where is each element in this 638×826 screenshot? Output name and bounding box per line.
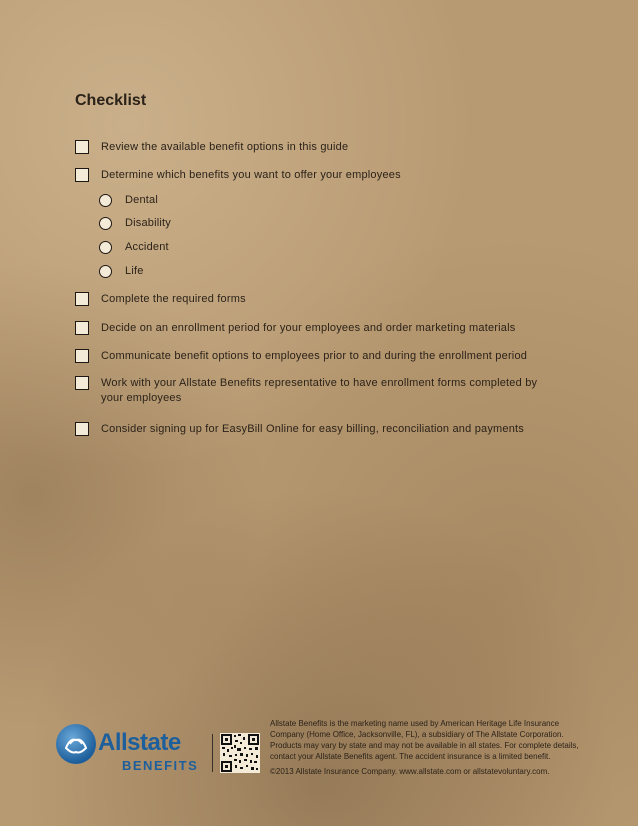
checklist-item[interactable] <box>75 168 401 183</box>
checklist-item-label: Complete the required forms <box>101 293 246 305</box>
checkbox[interactable] <box>75 376 89 390</box>
sub-option-label: Life <box>125 265 144 277</box>
footer-divider <box>212 734 213 772</box>
radio-circle[interactable] <box>99 194 112 207</box>
checklist-item-label: Review the available benefit options in this guide <box>101 141 349 153</box>
checkbox[interactable] <box>75 349 89 363</box>
checklist-item-label: Communicate benefit options to employees prior to and during the enrollment period <box>101 350 528 362</box>
checkbox[interactable] <box>75 422 89 436</box>
radio-circle[interactable] <box>99 265 112 278</box>
checklist-item[interactable] <box>75 321 515 336</box>
checklist-item[interactable] <box>75 422 524 437</box>
sub-option-label: Accident <box>125 241 169 253</box>
checkbox[interactable] <box>75 168 89 182</box>
logo-subtitle: BENEFITS <box>122 758 199 773</box>
checklist-item[interactable] <box>75 376 541 406</box>
good-hands-icon <box>56 724 96 764</box>
checklist-item-label: Decide on an enrollment period for your employees and order marketing materials <box>101 322 516 334</box>
logo-wordmark: Allstate <box>98 729 181 756</box>
sub-option[interactable] <box>99 193 158 208</box>
sub-option-label: Dental <box>125 194 158 206</box>
checklist-item[interactable] <box>75 349 527 364</box>
checklist-item[interactable] <box>75 140 348 155</box>
checkbox[interactable] <box>75 321 89 335</box>
disclaimer-text: Allstate Benefits is the marketing name used by American Heritage Life Insurance Company (Home Office, Jacksonville, FL), a subsidiary of The Allstate Corporation. Products may vary by state and may not be available in all states. For complete details, contact your Allstate Benefits agent. The accident insurance is a limited benefit. <box>270 719 579 761</box>
checkbox[interactable] <box>75 292 89 306</box>
sub-option[interactable] <box>99 264 144 279</box>
allstate-benefits-logo <box>56 724 206 776</box>
checklist-item[interactable] <box>75 292 246 307</box>
checklist-item-label: Consider signing up for EasyBill Online for easy billing, reconciliation and payments <box>101 423 524 435</box>
checklist-item-label: Work with your Allstate Benefits representative to have enrollment forms completed by your employees <box>101 377 538 404</box>
page-title: Checklist <box>75 92 147 109</box>
sub-option[interactable] <box>99 240 169 255</box>
checklist-item-label: Determine which benefits you want to offer your employees <box>101 169 401 181</box>
qr-code[interactable] <box>220 733 260 773</box>
sub-option-label: Disability <box>125 217 172 229</box>
radio-circle[interactable] <box>99 241 112 254</box>
copyright-text: ©2013 Allstate Insurance Company. www.allstate.com or allstatevoluntary.com. <box>270 767 550 776</box>
checkbox[interactable] <box>75 140 89 154</box>
radio-circle[interactable] <box>99 217 112 230</box>
sub-option[interactable] <box>99 216 171 231</box>
